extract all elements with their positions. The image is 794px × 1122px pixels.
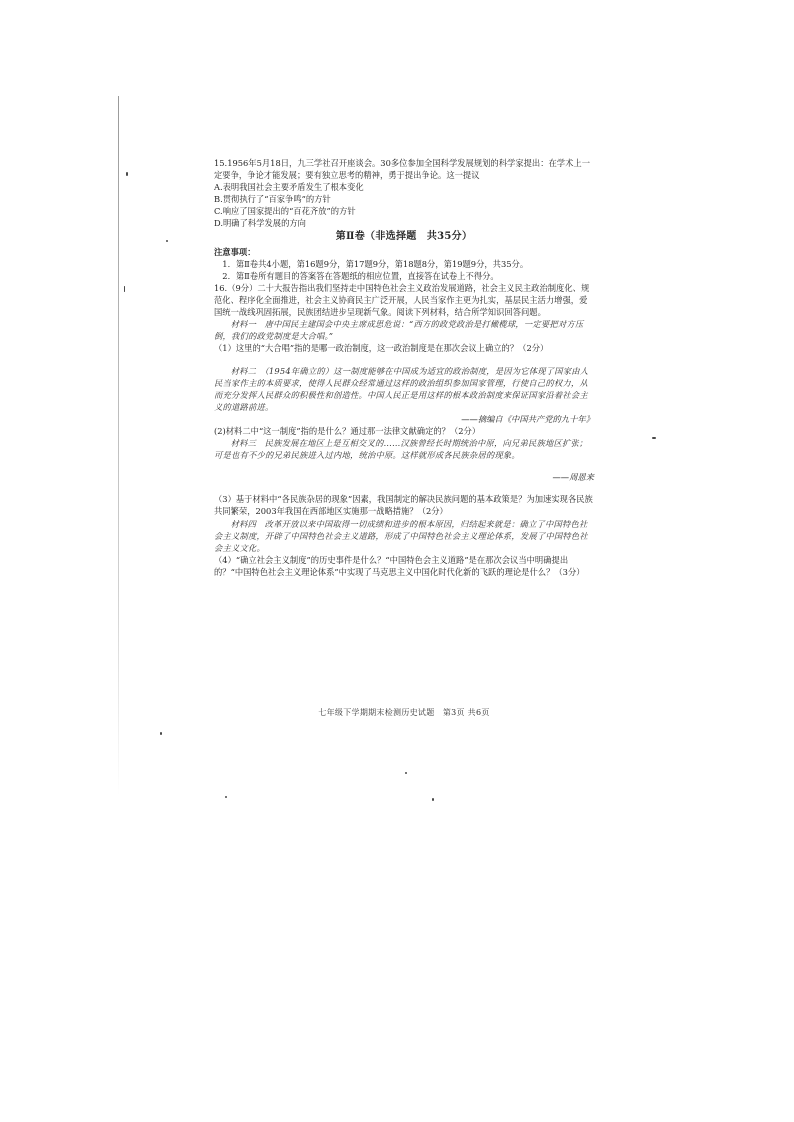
scan-edge-line (118, 96, 119, 796)
exam-page (214, 157, 594, 578)
scan-speck (652, 437, 656, 439)
answer-space (214, 483, 594, 493)
q15-stem: 15.1956年5月18日，九三学社召开座谈会。30多位参加全国科学发展规划的科学家提出：在学术上一定要争，争论才能发展；要有独立思考的精神，勇于提出争论。这一提议 (214, 158, 590, 181)
q15-option-d: D.明确了科学发展的方向 (214, 218, 306, 229)
material-2: 材料二 （1954年确立的）这一制度能够在中国成为适宜的政治制度，是因为它体现了国家由人民当家作主的本质要求，使得人民群众经常通过这样的政治组织参加国家管理，行使自己的权力，从而充分发挥人民群众的积极性和创造性。中国人民正是用这样的根本政治制度来保证国家沿着社会主义的道路前进。 (214, 365, 589, 412)
q15-option-c: C.响应了国家提出的“百花齐放”的方针 (214, 206, 356, 217)
scan-speck (432, 798, 434, 801)
q16-intro: 16.（9分）二十大报告指出我们坚持走中国特色社会主义政治发展道路，社会主义民主政治制度化、规范化、程序化全面推进，社会主义协商民主广泛开展，人民当家作主更为扎实，基层民主活力增强，爱国统一战线巩固拓展，民族团结进步呈现新气象。阅读下列材料，结合所学知识回答问题。 (214, 282, 590, 318)
q16-subquestion-4: （4）“确立社会主义制度”的历史事件是什么？“中国特色会主义道路”是在那次会议当中明确提出的？“中国特色社会主义理论体系”中实现了马克思主义中国化时代化新的飞跃的理论是什么？（3分） (214, 554, 585, 577)
q16-subquestion-1: （1）这里的“大合唱”指的是哪一政治制度，这一政治制度是在那次会议上确立的？（2分） (214, 343, 549, 354)
material-2-source: ——摘编自《中国共产党的九十年》 (461, 413, 594, 424)
page-footer: 七年级下学期期末检测历史试题 第3页 共6页 (318, 708, 490, 717)
material-4: 材料四 改革开放以来中国取得一切成绩和进步的根本原因，归结起来就是：确立了中国特色社会主义制度，开辟了中国特色社会主义道路，形成了中国特色社会主义理论体系，发展了中国特色社会主义文化。 (214, 518, 588, 553)
scan-speck (225, 796, 227, 798)
q15-option-b: B.贯彻执行了“百家争鸣”的方针 (214, 194, 331, 205)
section-2-title: 第Ⅱ卷（非选择题 共35分） (335, 230, 473, 242)
note-1: 1．第Ⅱ卷共4小题，第16题9分，第17题9分，第18题8分，第19题9分，共35分。 (222, 258, 529, 269)
scan-speck (160, 732, 162, 735)
material-3-source: ——周恩来 (552, 472, 594, 483)
scan-speck (124, 286, 125, 292)
q16-subquestion-2: (2)材料二中“这一制度”指的是什么？通过那一法律文献确定的？（2分） (214, 425, 481, 436)
scan-speck (126, 172, 128, 176)
scan-speck (405, 772, 407, 774)
scan-speck (166, 240, 168, 242)
notes-title: 注意事项： (214, 246, 256, 257)
note-2: 2．第Ⅱ卷所有题目的答案答在答题纸的相应位置，直接答在试卷上不得分。 (222, 270, 499, 281)
material-1: 材料一 唐中国民主建国会中央主席成思危说：“西方的政党政治是打橄榄球，一定要把对方压倒，我们的政党制度是大合唱。” (214, 319, 584, 342)
answer-space (214, 355, 594, 365)
q15-option-a: A.表明我国社会主要矛盾发生了根本变化 (214, 182, 364, 193)
q16-subquestion-3: （3）基于材料中“各民族杂居的现象”因素，我国制定的解决民族问题的基本政策是？为加速实现各民族共同繁荣，2003年我国在西部地区实施那一战略措施？（2分） (214, 494, 593, 517)
material-3: 材料三 民族发展在地区上是互相交叉的……汉族曾经长时期统治中原，向兄弟民族地区扩张；可是也有不少的兄弟民族进入过内地，统治中原。这样就形成各民族杂居的现象。 (214, 438, 588, 461)
